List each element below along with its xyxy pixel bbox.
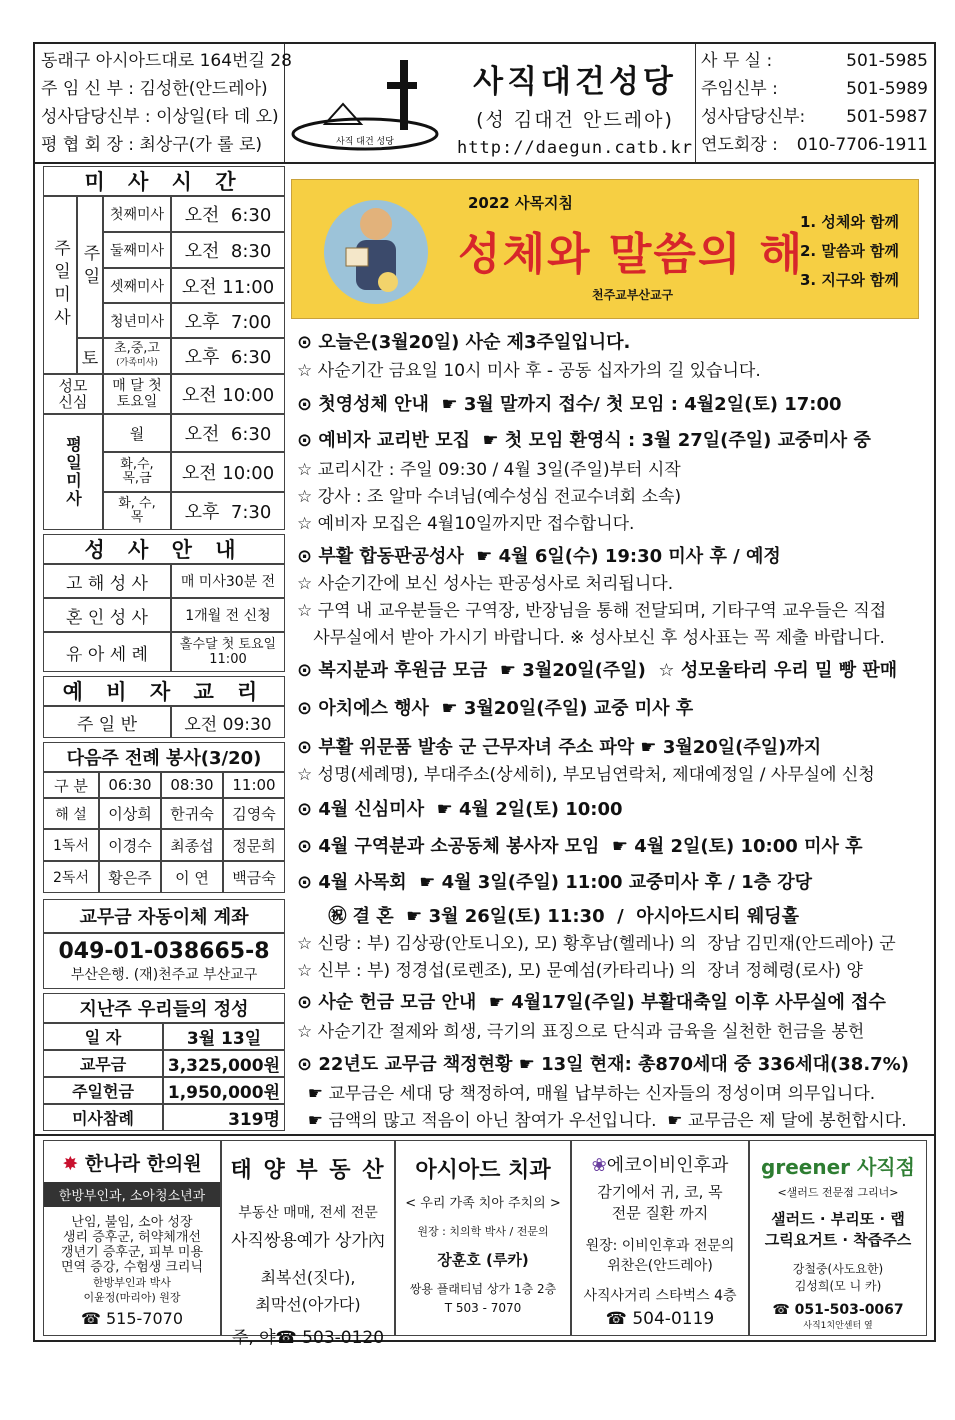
- saturday-sub-label: 토: [77, 338, 103, 374]
- announcement-line: ☆ 교리시간 : 주일 09:30 / 4월 3일(주일)부터 시작: [297, 460, 681, 480]
- ad-line: <샐러드 전문점 그리너>: [777, 1186, 899, 1199]
- announcement-line: ⊙ 예비자 교리반 모집 ☛ 첫 모임 환영식 : 3월 27일(주일) 교중미사 중: [297, 430, 871, 451]
- banner-item: 2. 말씀과 함께: [800, 242, 900, 260]
- ad-line: 사직1치안센터 옆: [803, 1321, 873, 1331]
- service-title: 다음주 전례 봉사(3/20): [43, 742, 285, 772]
- announcement-line: ⊙ 오늘은(3월20일) 사순 제3주일입니다.: [297, 332, 631, 353]
- announcement-line: ㊗ 결 혼 ☛ 3월 26일(토) 11:30 / 아시아드시티 웨딩홀: [297, 906, 799, 927]
- service-person: 이상희: [99, 798, 161, 829]
- ad-title: greener 사직점: [761, 1155, 915, 1179]
- announcement-line: ☆ 예비자 모집은 4월10일까지만 접수합니다.: [297, 514, 635, 534]
- announcement-line: ⊙ 부활 합동판공성사 ☛ 4월 6일(수) 19:30 미사 후 / 예정: [297, 546, 781, 567]
- church-patron: (성 김대건 안드레아): [476, 109, 674, 131]
- weekday-time: 오전 6:30: [171, 414, 285, 452]
- sacrament-name: 혼 인 성 사: [43, 598, 171, 632]
- announcement-line: ⊙ 복지분과 후원금 모금 ☛ 3월20일(주일) ☆ 성모울타리 우리 밀 빵 판매: [297, 660, 898, 681]
- announcement-line: ☆ 구역 내 교우분들은 구역장, 반장님을 통해 전달되며, 기타구역 교우들은 직접: [297, 601, 887, 621]
- weekday-time: 오전 10:00: [171, 452, 285, 492]
- ad-phone: 주, 야☎ 503-0120: [231, 1328, 385, 1348]
- clinic-logo-icon: ❀: [591, 1155, 607, 1176]
- weekday-mass-label: 평일미사: [43, 414, 103, 530]
- offering-label: 일 자: [43, 1023, 163, 1050]
- account-number: 049-01-038665-8: [58, 938, 270, 964]
- sunday-mass-label: 주일미사: [43, 196, 77, 374]
- ad-line: 면역 증강, 수험생 크리닉: [60, 1260, 204, 1275]
- announcement-line: ⊙ 첫영성체 안내 ☛ 3월 말까지 접수/ 첫 모임 : 4월2일(토) 17:00: [297, 394, 842, 415]
- service-person: 최종섭: [161, 829, 223, 861]
- announcement-line: ⊙ 아치에스 행사 ☛ 3월20일(주일) 교중 미사 후: [297, 698, 694, 719]
- ad-phone: T 503 - 7070: [444, 1301, 522, 1315]
- service-person: 이 연: [161, 861, 223, 893]
- offering-title: 지난주 우리들의 정성: [43, 993, 285, 1023]
- mass-name: 청년미사: [103, 303, 171, 338]
- banner-item: 1. 성체와 함께: [800, 213, 900, 231]
- service-person: 김영숙: [223, 798, 285, 829]
- contacts: [695, 44, 934, 162]
- ad-line: 쌍용 플래티넘 상가 1층 2층: [409, 1282, 557, 1296]
- announcement-line: ☛ 금액의 많고 적음이 아닌 참여가 우선입니다. ☛ 교무금은 제 달에 봉헌합시다.: [297, 1111, 907, 1131]
- service-person: 정문희: [223, 829, 285, 861]
- ad-line: 장훈호 (루카): [437, 1251, 529, 1269]
- ad-phone: ☎ 051-503-0067: [772, 1302, 904, 1318]
- offering-label: 교무금: [43, 1050, 163, 1077]
- ad-line: 부동산 매매, 전세 전문: [238, 1205, 378, 1221]
- logo-text: 사직 대건 성당: [336, 137, 394, 147]
- mass-name: 초,중,고 (가족미사): [103, 338, 171, 374]
- ad-taeyang: [221, 1140, 395, 1348]
- ad-title: ✸ 한나라 한의원: [62, 1153, 202, 1175]
- account-box: [43, 933, 285, 989]
- ad-line: 갱년기 증후군, 피부 미용: [60, 1245, 204, 1260]
- service-person: 이경수: [99, 829, 161, 861]
- ad-line: < 우리 가족 치아 주치의 >: [405, 1196, 561, 1211]
- announcement-line: ⊙ 부활 위문품 발송 군 근무자녀 주소 파악 ☛ 3월20일(주일)까지: [297, 737, 822, 758]
- ad-line: 원장: 이비인후과 전문의: [585, 1238, 735, 1254]
- announcement-line: ☆ 성명(세례명), 부대주소(상세히), 부모님연락처, 제대예정일 / 사무실에 신청: [297, 765, 875, 785]
- ad-line: 한방부인과 박사: [93, 1276, 171, 1289]
- catechumen-time: 오전 09:30: [171, 706, 285, 738]
- offering-label: 주일헌금: [43, 1077, 163, 1104]
- star-icon: ✸: [62, 1153, 79, 1175]
- mass-time: 오후 6:30: [171, 338, 285, 374]
- contact-pastor: 주임신부 : 501-5989: [701, 79, 928, 99]
- church-name: 사직대건성당: [473, 64, 677, 100]
- header-info: [35, 44, 292, 162]
- announcement-line: ☆ 신부 : 부) 정경섭(로렌조), 모) 문예섬(카타리나) 의 장녀 정혜령(로사) 양: [297, 961, 863, 981]
- bulletin-page: [33, 42, 936, 1348]
- ad-line: 사직사거리 스타벅스 4층: [583, 1288, 737, 1304]
- service-header: 06:30: [99, 772, 161, 798]
- ad-title: 아시아드 치과: [415, 1158, 551, 1183]
- service-role: 2독서: [43, 861, 99, 893]
- pastoral-banner: [291, 179, 919, 319]
- ad-asiad-dental: [395, 1140, 571, 1336]
- mass-name: 첫째미사: [103, 196, 171, 232]
- mass-times-title: 미 사 시 간: [43, 166, 285, 196]
- banner-item: 3. 지구와 함께: [800, 271, 900, 289]
- contact-president: 연도회장 : 010-7706-1911: [701, 135, 928, 155]
- announcement-line: ⊙ 4월 신심미사 ☛ 4월 2일(토) 10:00: [297, 799, 623, 820]
- sunday-sub-label: 주일: [77, 196, 103, 338]
- sacrament-name: 고 해 성 사: [43, 564, 171, 598]
- ad-line: 위찬은(안드레아): [607, 1258, 713, 1274]
- announcement-line: ⊙ 4월 구역분과 소공동체 봉사자 모임 ☛ 4월 2일(토) 10:00 미사 후: [297, 836, 863, 857]
- mass-name: 셋째미사: [103, 268, 171, 303]
- announcement-line: ⊙ 4월 사목회 ☛ 4월 3일(주일) 11:00 교중미사 후 / 1층 강당: [297, 872, 813, 893]
- announcement-line: ⊙ 22년도 교무금 책정현황 ☛ 13일 현재: 총870세대 중 336세대(38.7%): [297, 1054, 909, 1075]
- announcement-line: ☛ 교무금은 세대 당 책정하여, 매월 납부하는 신자들의 정성이며 의무입니다.: [297, 1084, 876, 1104]
- priest-row: 성사담당신부 : 이상일(타 데 오): [41, 107, 279, 127]
- sacrament-value: 1개월 전 신청: [171, 598, 285, 632]
- church-logo: [285, 44, 455, 162]
- service-person: 황은주: [99, 861, 161, 893]
- ad-line: 사직쌍용예가 상가內: [231, 1231, 385, 1251]
- announcement-line: ☆ 사순기간 절제와 희생, 극기의 표징으로 단식과 금육을 실천한 헌금을 봉헌: [297, 1022, 865, 1042]
- weekday-name: 화,수, 목,금: [103, 452, 171, 492]
- ad-line: 그릭요거트 · 착즙주스: [764, 1231, 912, 1249]
- service-header: 11:00: [223, 772, 285, 798]
- service-person: 백금숙: [223, 861, 285, 893]
- offering-value: 3월 13일: [163, 1023, 285, 1050]
- account-title: 교무금 자동이체 계좌: [43, 899, 285, 933]
- ad-line: 난임, 불임, 소아 성장: [71, 1215, 193, 1230]
- mass-time: 오전 8:30: [171, 232, 285, 268]
- church-title: [455, 44, 696, 162]
- ad-line: 전문 질환 까지: [611, 1204, 709, 1222]
- announcement-line: ⊙ 사순 헌금 모금 안내 ☛ 4월17일(주일) 부활대축일 이후 사무실에 접수: [297, 992, 886, 1013]
- ad-line: 원장 : 치의학 박사 / 전문의: [417, 1225, 549, 1238]
- catechumen-name: 주 일 반: [43, 706, 171, 738]
- church-address: 동래구 아시아드대로 164번길 28: [41, 51, 292, 71]
- mass-time: 오전 11:00: [171, 268, 285, 303]
- banner-org: 천주교부산교구: [592, 288, 674, 302]
- contact-office: 사 무 실 : 501-5985: [701, 51, 928, 71]
- ad-line: 이윤정(마리아) 원장: [83, 1291, 181, 1304]
- weekday-name: 화, 수, 목: [103, 492, 171, 530]
- banner-items: [800, 208, 899, 295]
- offering-value: 3,325,000원: [163, 1050, 285, 1077]
- ad-eco-ent: [571, 1140, 749, 1336]
- left-column: [43, 166, 285, 1130]
- council-row: 평 협 회 장 : 최상구(가 롤 로): [41, 135, 263, 155]
- devotion-time: 오전 10:00: [171, 374, 285, 414]
- ad-line: 최복선(짓다),: [260, 1268, 356, 1287]
- church-url[interactable]: http://daegun.catb.kr: [457, 138, 693, 158]
- devotion-name: 매 달 첫토요일: [103, 374, 171, 414]
- announcement-line: ☆ 강사 : 조 알마 수녀님(예수성심 전교수녀회 소속): [297, 487, 682, 507]
- account-bank: 부산은행. (재)천주교 부산교구: [70, 966, 258, 983]
- announcement-line: ☆ 사순기간에 보신 성사는 판공성사로 처리됩니다.: [297, 574, 674, 594]
- ad-greener: [749, 1140, 927, 1336]
- ad-line: 한방부인과, 소아청소년과: [44, 1182, 220, 1207]
- ad-line: 최막선(아가다): [255, 1295, 361, 1314]
- service-header: 구 분: [43, 772, 99, 798]
- ad-line: 강철중(사도요한): [792, 1262, 884, 1276]
- catechumen-title: 예 비 자 교 리: [43, 676, 285, 706]
- saint-illustration: [316, 190, 436, 310]
- ad-title: 태 양 부 동 산: [230, 1158, 386, 1183]
- service-person: 한귀숙: [161, 798, 223, 829]
- announcement-line: 사무실에서 받아 가시기 바랍니다. ※ 성사보신 후 성사표는 꼭 제출 바랍니다.: [297, 628, 885, 648]
- mass-time: 오후 7:00: [171, 303, 285, 338]
- sacraments-title: 성 사 안 내: [43, 534, 285, 564]
- ad-line: 김성희(모 니 카): [794, 1279, 882, 1293]
- footer-divider: [35, 1134, 934, 1136]
- ad-hannara: [43, 1140, 221, 1336]
- ad-line: 감기에서 귀, 코, 목: [597, 1183, 723, 1201]
- ad-phone: ☎ 515-7070: [80, 1309, 184, 1328]
- sacrament-name: 유 아 세 례: [43, 632, 171, 672]
- ad-title: ❀에코이비인후과: [591, 1155, 729, 1176]
- banner-year: 2022 사목지침: [468, 194, 573, 212]
- announcement-line: ☆ 사순기간 금요일 10시 미사 후 - 공동 십자가의 길 있습니다.: [297, 361, 761, 381]
- announcement-line: ☆ 신랑 : 부) 김상광(안토니오), 모) 황후남(헬레나) 의 장남 김민재(안드레아) 군: [297, 934, 896, 954]
- contact-priest: 성사담당신부: 501-5987: [701, 107, 928, 127]
- service-header: 08:30: [161, 772, 223, 798]
- sacrament-value: 홀수달 첫 토요일 11:00: [171, 632, 285, 672]
- ad-phone: ☎ 504-0119: [605, 1309, 715, 1329]
- service-role: 해 설: [43, 798, 99, 829]
- sacrament-value: 매 미사30분 전: [171, 564, 285, 598]
- banner-title: 성체와 말씀의 해: [458, 229, 805, 280]
- weekday-name: 월: [103, 414, 171, 452]
- mass-time: 오전 6:30: [171, 196, 285, 232]
- devotion-label: 성모신심: [43, 374, 103, 414]
- ad-line: 샐러드 · 부리또 · 랩: [771, 1210, 905, 1228]
- ad-line: 생리 증후군, 허약체개선: [63, 1230, 201, 1245]
- service-role: 1독서: [43, 829, 99, 861]
- pastor-row: 주 임 신 부 : 김성한(안드레아): [41, 79, 268, 99]
- offering-value: 319명: [163, 1104, 285, 1131]
- weekday-time: 오후 7:30: [171, 492, 285, 530]
- offering-label: 미사참례: [43, 1104, 163, 1131]
- offering-value: 1,950,000원: [163, 1077, 285, 1104]
- mass-name: 둘째미사: [103, 232, 171, 268]
- header-divider: [35, 162, 934, 164]
